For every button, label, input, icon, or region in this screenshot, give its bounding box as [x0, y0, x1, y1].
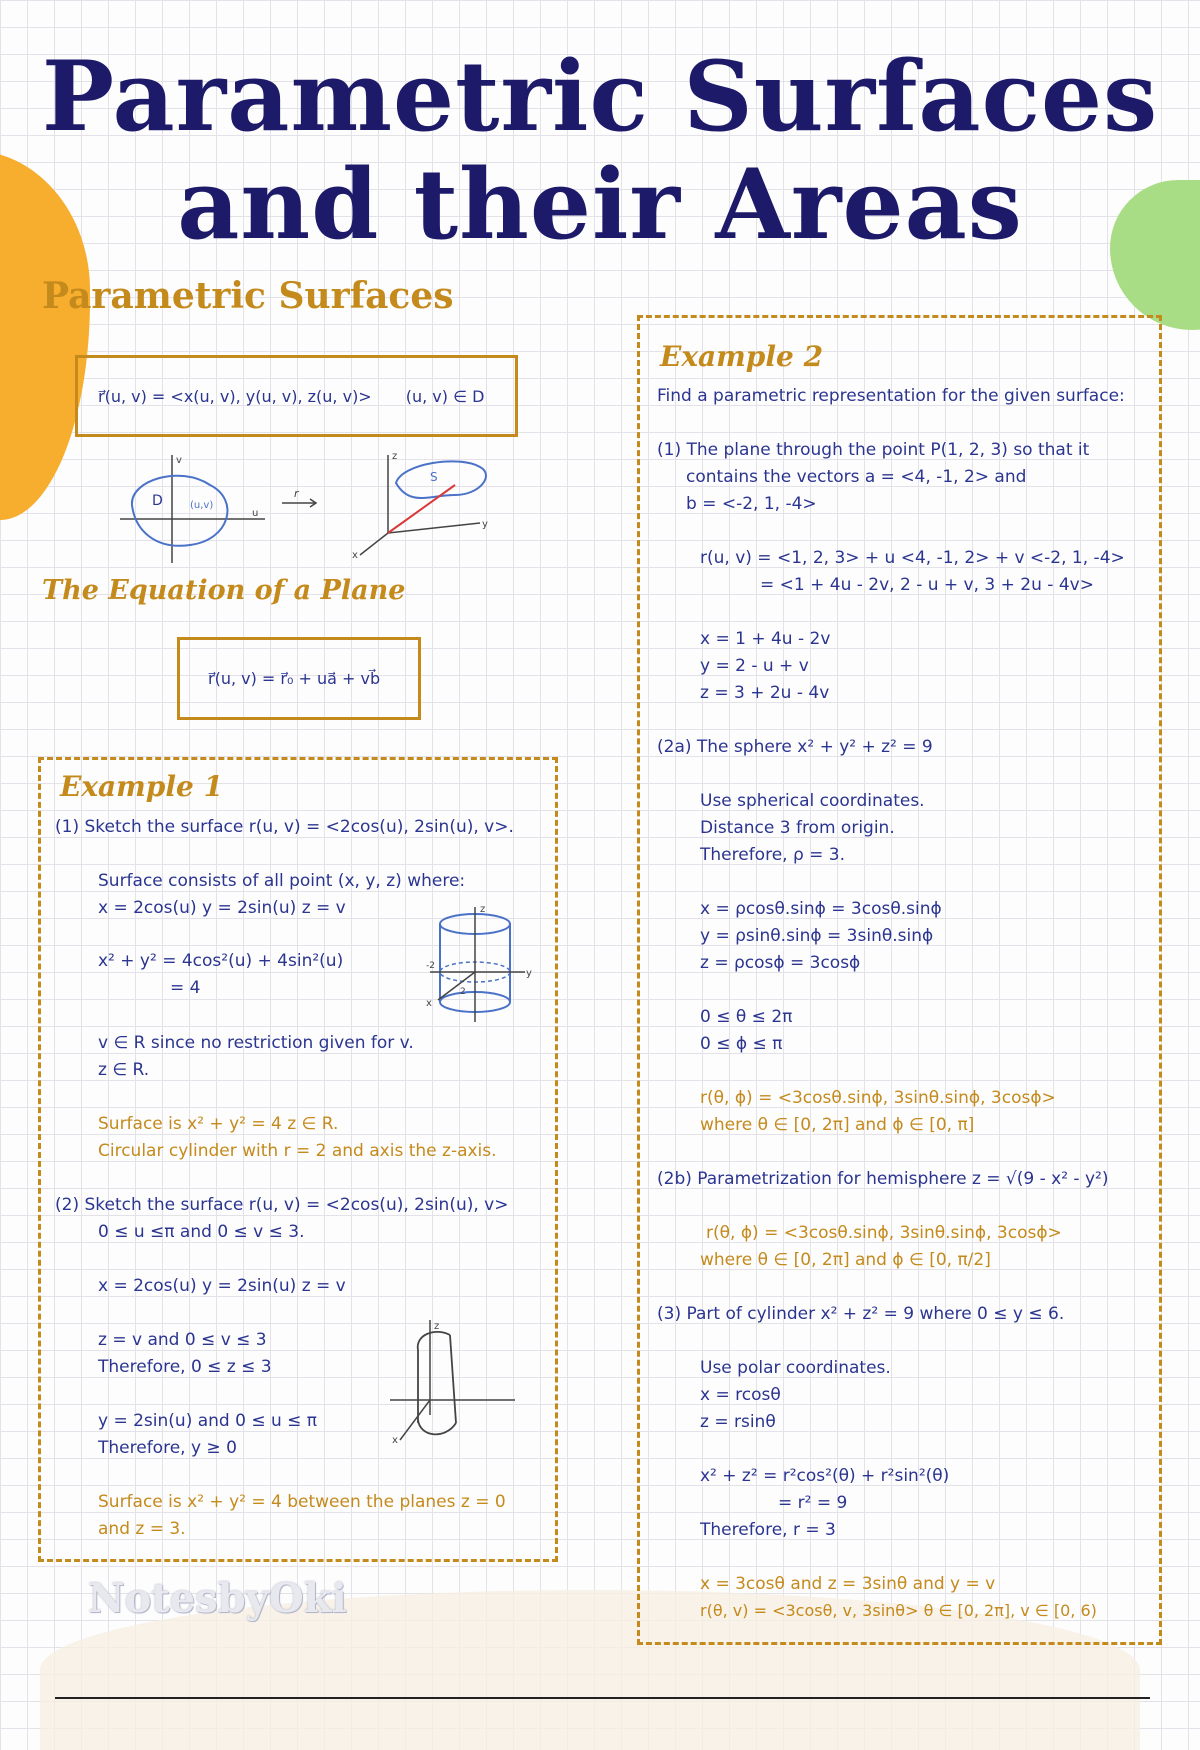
- example2-line: where θ ∈ [0, 2π] and ϕ ∈ [0, π]: [700, 1115, 975, 1135]
- cyl-2-label: 2: [460, 987, 466, 997]
- parametric-domain: (u, v) ∈ D: [405, 386, 485, 406]
- example1-title: Example 1: [60, 770, 224, 803]
- page-title-line1: Parametric Surfaces: [41, 40, 1159, 153]
- example1-line: y = 2sin(u) and 0 ≤ u ≤ π: [98, 1411, 318, 1431]
- example2-line: Therefore, r = 3: [700, 1520, 836, 1540]
- example2-line: r(u, v) = <1, 2, 3> + u <4, -1, 2> + v <-2, 1, -4>: [700, 548, 1125, 568]
- example2-line: Find a parametric representation for the given surface:: [657, 386, 1125, 406]
- uv-mapping-sketch: [110, 445, 510, 565]
- sketch-y-axis-label: y: [482, 519, 488, 530]
- example1-line: Surface is x² + y² = 4 between the planes z = 0: [98, 1492, 506, 1512]
- example2-line: z = ρcosϕ = 3cosϕ: [700, 953, 861, 973]
- sketch-z-axis-label: z: [392, 451, 398, 462]
- cyl-neg2-label: -2: [426, 961, 435, 971]
- example2-line: r(θ, ϕ) = <3cosθ.sinϕ, 3sinθ.sinϕ, 3cosϕ>: [706, 1223, 1062, 1243]
- plane-formula: r⃗(u, v) = r⃗₀ + ua⃗ + vb⃗: [208, 669, 381, 688]
- example1-line: Surface is x² + y² = 4 z ∈ R.: [98, 1114, 339, 1134]
- example1-line: = 4: [170, 978, 201, 998]
- example2-line: x = rcosθ: [700, 1385, 781, 1405]
- section-heading-parametric-surfaces: Parametric Surfaces: [42, 275, 454, 317]
- watermark-logo: NotesbyOki: [88, 1575, 347, 1622]
- example1-line: (2) Sketch the surface r(u, v) = <2cos(u), 2sin(u), v>: [55, 1195, 509, 1215]
- example2-line: contains the vectors a = <4, -1, 2> and: [686, 467, 1027, 487]
- example2-line: (2b) Parametrization for hemisphere z = √(9 - x² - y²): [657, 1169, 1109, 1189]
- parametric-formula: r⃗(u, v) = <x(u, v), y(u, v), z(u, v)>: [98, 386, 372, 406]
- example2-line: x = 3cosθ and z = 3sinθ and y = v: [700, 1574, 996, 1594]
- example2-line: z = rsinθ: [700, 1412, 776, 1432]
- example1-line: x² + y² = 4cos²(u) + 4sin²(u): [98, 951, 344, 971]
- example2-line: where θ ∈ [0, 2π] and ϕ ∈ [0, π/2]: [700, 1250, 991, 1270]
- example2-line: x² + z² = r²cos²(θ) + r²sin²(θ): [700, 1466, 950, 1486]
- example1-line: and z = 3.: [98, 1519, 186, 1539]
- example1-line: Therefore, y ≥ 0: [98, 1438, 237, 1458]
- plane-formula-box: [177, 637, 421, 720]
- surface-s-label: S: [430, 470, 438, 484]
- example2-line: y = ρsinθ.sinϕ = 3sinθ.sinϕ: [700, 926, 934, 946]
- example2-line: = r² = 9: [778, 1493, 848, 1513]
- example2-line: (2a) The sphere x² + y² + z² = 9: [657, 737, 933, 757]
- example2-line: b = <-2, 1, -4>: [686, 494, 817, 514]
- example1-line: Surface consists of all point (x, y, z) where:: [98, 871, 466, 891]
- half-cylinder-sketch: [390, 1315, 520, 1450]
- example2-line: y = 2 - u + v: [700, 656, 809, 676]
- example1-line: v ∈ R since no restriction given for v.: [98, 1033, 414, 1053]
- page-title-line2: and their Areas: [177, 148, 1023, 261]
- example1-line: 0 ≤ u ≤π and 0 ≤ v ≤ 3.: [98, 1222, 305, 1242]
- example2-title: Example 2: [660, 340, 824, 373]
- example2-line: 0 ≤ θ ≤ 2π: [700, 1007, 793, 1027]
- example1-line: (1) Sketch the surface r(u, v) = <2cos(u), 2sin(u), v>.: [55, 817, 514, 837]
- cylinder-sketch: [420, 902, 540, 1032]
- example2-line: x = 1 + 4u - 2v: [700, 629, 831, 649]
- cyl-z-label: z: [480, 904, 486, 915]
- example2-line: z = 3 + 2u - 4v: [700, 683, 830, 703]
- example2-line: Distance 3 from origin.: [700, 818, 895, 838]
- example1-line: z = v and 0 ≤ v ≤ 3: [98, 1330, 267, 1350]
- example2-line: Use spherical coordinates.: [700, 791, 925, 811]
- example2-line: Use polar coordinates.: [700, 1358, 891, 1378]
- region-d-label: D: [152, 493, 163, 509]
- u-axis-label: u: [252, 508, 259, 519]
- footer-divider: [55, 1697, 1150, 1699]
- section-heading-plane: The Equation of a Plane: [42, 575, 406, 606]
- uv-point-label: (u,v): [190, 500, 214, 511]
- example2-line: x = ρcosθ.sinϕ = 3cosθ.sinϕ: [700, 899, 942, 919]
- example1-line: x = 2cos(u) y = 2sin(u) z = v: [98, 898, 346, 918]
- cyl-x-label: x: [426, 998, 432, 1009]
- example1-line: Circular cylinder with r = 2 and axis the z-axis.: [98, 1141, 497, 1161]
- example2-line: r(θ, v) = <3cosθ, v, 3sinθ> θ ∈ [0, 2π], v ∈ [0, 6): [700, 1601, 1097, 1620]
- half-cyl-x-label: x: [392, 1435, 398, 1446]
- example2-line: r(θ, ϕ) = <3cosθ.sinϕ, 3sinθ.sinϕ, 3cosϕ>: [700, 1088, 1056, 1108]
- example1-line: Therefore, 0 ≤ z ≤ 3: [98, 1357, 272, 1377]
- example2-line: = <1 + 4u - 2v, 2 - u + v, 3 + 2u - 4v>: [760, 575, 1094, 595]
- example2-line: (1) The plane through the point P(1, 2, 3) so that it: [657, 440, 1090, 460]
- cyl-y-label: y: [526, 968, 532, 979]
- v-axis-label: v: [176, 455, 182, 466]
- example1-line: z ∈ R.: [98, 1060, 150, 1080]
- example1-line: x = 2cos(u) y = 2sin(u) z = v: [98, 1276, 346, 1296]
- example2-line: Therefore, ρ = 3.: [700, 845, 846, 865]
- map-r-label: r: [294, 487, 299, 500]
- sketch-x-axis-label: x: [352, 550, 358, 561]
- parametric-formula-box: [75, 355, 518, 437]
- example2-line: (3) Part of cylinder x² + z² = 9 where 0 ≤ y ≤ 6.: [657, 1304, 1065, 1324]
- half-cyl-z-label: z: [434, 1321, 440, 1332]
- example2-line: 0 ≤ ϕ ≤ π: [700, 1034, 783, 1054]
